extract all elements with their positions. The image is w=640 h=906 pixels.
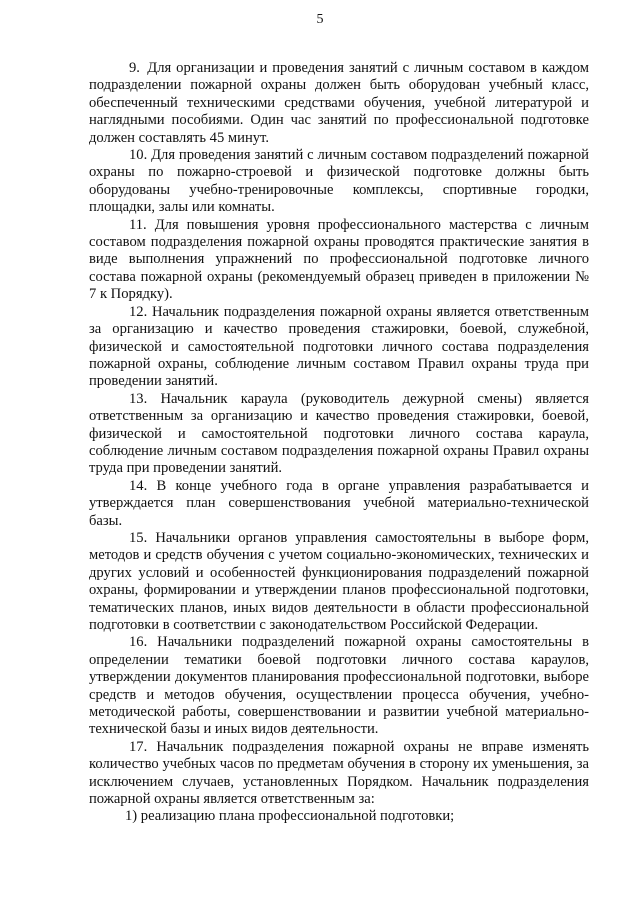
- paragraph-10: 10. Для проведения занятий с личным составом подразделений пожарной охраны по пожарно-строевой и физической подготовке должны быть оборудованы учебно-тренировочные комплексы, спортивные городки, площадки, залы или комнаты.: [89, 147, 589, 216]
- paragraph-9: 9. Для организации и проведения занятий с личным составом в каждом подразделении пожарной охраны должен быть оборудован учебный класс, обеспеченный техническими средствами обучения, учебной литературой и наглядными пособиями. Один час занятий по профессиональной подготовке должен составлять 45 минут.: [89, 60, 589, 146]
- page-number: 5: [316, 12, 324, 27]
- paragraph-13: 13. Начальник караула (руководитель дежурной смены) является ответственным за организацию и качество проведения стажировки, боевой, физической и самостоятельной подготовки личного состава караула, соблюдение личным составом подразделения пожарной охраны Правил охраны труда при проведении занятий.: [89, 390, 589, 477]
- paragraph-16: 16. Начальники подразделений пожарной охраны самостоятельны в определении тематики боевой подготовки личного состава караулов, утверждении документов планирования профессиональной подготовки, выборе средств и методов обучения, осуществлении процесса обучения, учебно-методической работы, совершенствовании и развитии учебной материально-технической базы и иных видов деятельности.: [89, 634, 589, 738]
- list-item-1: 1) реализацию плана профессиональной подготовки;: [125, 808, 455, 825]
- document-body: [89, 60, 589, 826]
- paragraph-17: 17. Начальник подразделения пожарной охраны не вправе изменять количество учебных часов по предметам обучения в сторону их уменьшения, за исключением случаев, установленных Порядком. Начальник подразделения пожарной охраны является ответственным за:: [89, 738, 589, 808]
- paragraph-11: 11. Для повышения уровня профессионального мастерства с личным составом подразделения пожарной охраны проводятся практические занятия в виде выполнения упражнений по профессиональной подготовке личного состава пожарной охраны (рекомендуемый образец приведен в приложении № 7 к Порядку).: [89, 216, 589, 303]
- paragraph-14: 14. В конце учебного года в органе управления разрабатывается и утверждается план совершенствования учебной материально-технической базы.: [89, 477, 589, 529]
- paragraph-15: 15. Начальники органов управления самостоятельны в выборе форм, методов и средств обучения с учетом социально-экономических, технических и других условий и особенностей функционирования подразделений пожарной охраны, формировании и утверждении планов профессиональной подготовки, тематических планов, иных видов деятельности в области профессиональной подготовки в соответствии с законодательством Российской Федерации.: [89, 529, 589, 633]
- paragraph-12: 12. Начальник подразделения пожарной охраны является ответственным за организацию и качество проведения стажировки, боевой, служебной, физической и самостоятельной подготовки личного состава подразделения пожарной охраны, соблюдение личным составом Правил охраны труда при проведении занятий.: [89, 303, 589, 390]
